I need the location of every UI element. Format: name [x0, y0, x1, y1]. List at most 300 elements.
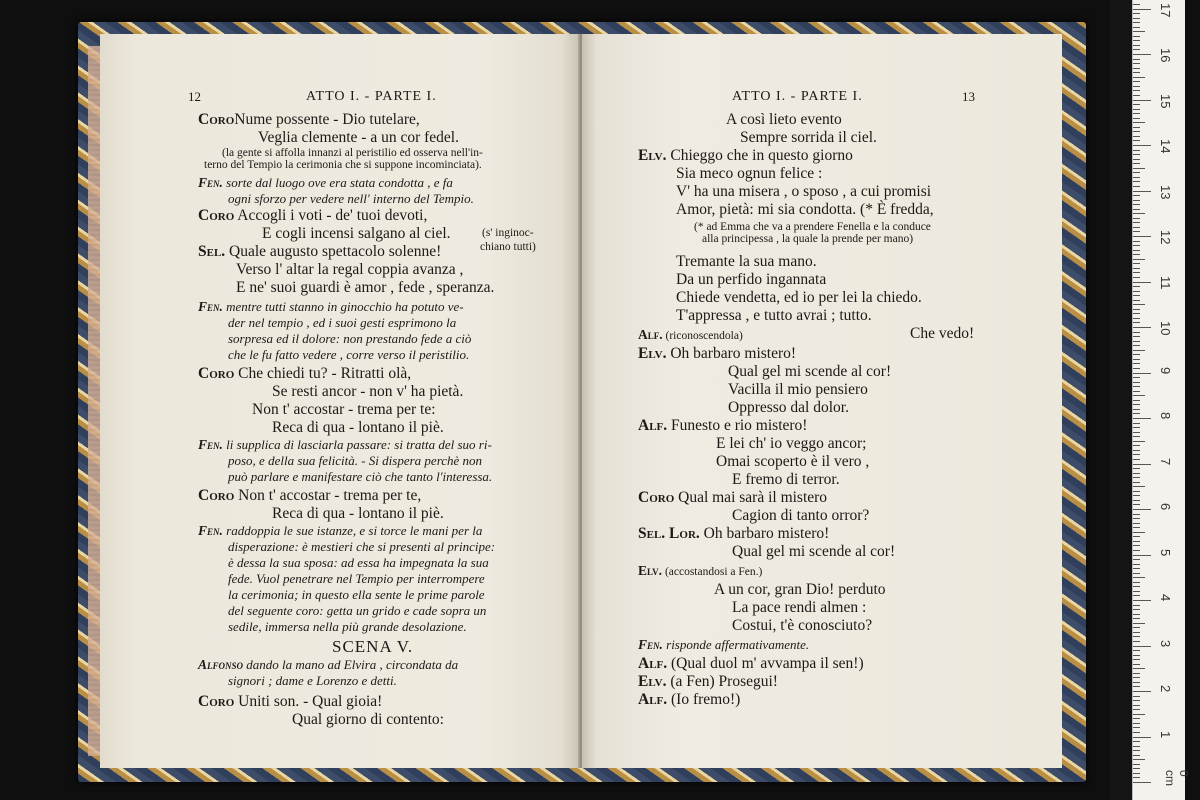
- line-text: Sempre sorrida il ciel.: [740, 129, 877, 146]
- text-line: [638, 418, 807, 434]
- left-page: [100, 34, 580, 768]
- line-text: Non t' accostar - trema per te,: [234, 487, 422, 504]
- line-text: A un cor, gran Dio! perduto: [714, 581, 886, 598]
- text-line: [740, 130, 877, 146]
- text-line: [482, 228, 534, 240]
- text-line: [638, 638, 809, 652]
- line-text: ogni sforzo per vedere nell' interno del Tempio.: [228, 191, 474, 206]
- ruler-tick: [1133, 514, 1140, 515]
- ruler-tick: [1133, 282, 1151, 283]
- ruler-tick: [1133, 59, 1140, 60]
- background-edge: [1110, 0, 1132, 800]
- ruler-number: 15: [1158, 93, 1173, 108]
- line-text: E cogli incensi salgano al ciel.: [262, 225, 451, 242]
- ruler-tick: [1133, 450, 1140, 451]
- ruler-tick: [1133, 345, 1140, 346]
- ruler-number: 7: [1158, 457, 1173, 465]
- line-text: la cerimonia; in questo ella sente le prime parole: [228, 587, 485, 602]
- ruler-tick: [1133, 259, 1145, 260]
- ruler-number: 11: [1158, 275, 1173, 289]
- measurement-ruler: [1132, 0, 1191, 800]
- text-line: [676, 184, 931, 200]
- ruler-tick: [1133, 45, 1140, 46]
- ruler-tick: [1133, 609, 1140, 610]
- line-text: Reca di qua - lontano il piè.: [272, 419, 444, 436]
- text-line: [728, 364, 891, 380]
- text-line: [228, 192, 474, 205]
- running-header: ATTO I. - PARTE I.: [306, 89, 437, 104]
- ruler-tick: [1133, 491, 1140, 492]
- ruler-tick: [1133, 286, 1140, 287]
- ruler-tick: [1133, 737, 1151, 738]
- speaker-name: Alf.: [638, 691, 668, 708]
- ruler-tick: [1133, 395, 1145, 396]
- ruler-tick: [1133, 231, 1140, 232]
- text-line: [694, 222, 931, 234]
- ruler-tick: [1133, 241, 1140, 242]
- text-line: [332, 638, 413, 655]
- ruler-tick: [1133, 509, 1151, 510]
- line-text: Nume possente - Dio tutelare,: [234, 111, 420, 128]
- text-line: [480, 242, 536, 254]
- text-line: [728, 382, 868, 398]
- speaker-name: Coro: [638, 489, 675, 506]
- ruler-tick: [1133, 404, 1140, 405]
- line-text: sorpresa ed il dolore: non prestando fede a ciò: [228, 331, 472, 346]
- line-text: Qual gel mi scende al cor!: [732, 543, 896, 560]
- text-line: [676, 254, 817, 270]
- line-text: signori ; dame e Lorenzo e detti.: [228, 673, 397, 688]
- ruler-tick: [1133, 72, 1140, 73]
- line-text: poso, e della sua felicità. - Si dispera perchè non: [228, 453, 483, 468]
- speaker-name: Fen.: [198, 437, 223, 452]
- ruler-number: 8: [1158, 412, 1173, 420]
- line-text: Uniti son. - Qual gioia!: [234, 693, 383, 710]
- ruler-number: 3: [1158, 639, 1173, 647]
- ruler-tick: [1133, 382, 1140, 383]
- line-text: Amor, pietà: mi sia condotta. (* È fredda,: [676, 201, 934, 218]
- speaker-name: Coro: [198, 487, 235, 504]
- ruler-tick: [1133, 755, 1140, 756]
- ruler-tick: [1133, 682, 1140, 683]
- ruler-tick: [1133, 263, 1140, 264]
- ruler-tick: [1133, 655, 1140, 656]
- line-text: fede. Vuol penetrare nel Tempio per interrompere: [228, 571, 485, 586]
- ruler-tick: [1133, 322, 1140, 323]
- speaker-name: Alf.: [638, 655, 668, 672]
- ruler-tick: [1133, 131, 1140, 132]
- ruler-tick: [1133, 605, 1140, 606]
- ruler-number: 14: [1158, 139, 1173, 154]
- ruler-tick: [1133, 582, 1140, 583]
- ruler-tick: [1133, 368, 1140, 369]
- ruler-tick: [1133, 468, 1140, 469]
- line-text: E fremo di terror.: [732, 471, 840, 488]
- ruler-tick: [1133, 727, 1140, 728]
- ruler-tick: [1133, 709, 1140, 710]
- ruler-tick: [1133, 204, 1140, 205]
- ruler-tick: [1133, 705, 1140, 706]
- text-line: [198, 694, 382, 710]
- line-text: (Qual duol m' avvampa il sen!): [667, 655, 864, 672]
- right-page: [582, 34, 1062, 768]
- speaker-name: Elv.: [638, 673, 667, 690]
- line-text: (la gente si affolla innanzi al peristilio ed osserva nell'in-: [222, 147, 483, 159]
- line-text: Qual giorno di contento:: [292, 711, 444, 728]
- ruler-number: 17: [1158, 2, 1173, 17]
- line-text: Che vedo!: [910, 325, 975, 342]
- line-text: (Io fremo!): [667, 691, 741, 708]
- ruler-tick: [1133, 423, 1140, 424]
- line-text: li supplica di lasciarla passare: si tratta del suo ri-: [222, 437, 492, 452]
- line-text: Accogli i voti - de' tuoi devoti,: [234, 207, 428, 224]
- line-text: può parlare e manifestare ciò che tanto l'interessa.: [228, 469, 493, 484]
- speaker-name: Alf.: [638, 417, 668, 434]
- ruler-tick: [1133, 163, 1140, 164]
- text-line: [272, 506, 444, 522]
- ruler-tick: [1133, 191, 1151, 192]
- ruler-tick: [1133, 714, 1145, 715]
- speaker-name: Fen.: [198, 299, 223, 314]
- line-text: Funesto e rio mistero!: [667, 417, 808, 434]
- ruler-tick: [1133, 477, 1140, 478]
- text-line: [272, 420, 444, 436]
- line-text: (s' inginoc-: [482, 227, 534, 239]
- text-line: [228, 674, 397, 687]
- ruler-tick: [1133, 427, 1140, 428]
- text-line: [198, 244, 441, 260]
- text-line: [228, 556, 489, 569]
- text-line: [702, 234, 913, 246]
- ruler-tick: [1133, 523, 1140, 524]
- text-line: [252, 402, 436, 418]
- ruler-tick: [1133, 49, 1140, 50]
- text-line: [198, 658, 458, 672]
- line-text: terno del Tempio la cerimonia che si suppone incominciata).: [204, 159, 482, 171]
- speaker-name: Sel. Lor.: [638, 525, 700, 542]
- line-text: risponde affermativamente.: [662, 637, 810, 652]
- line-text: alla principessa , la quale la prende per mano): [702, 233, 914, 245]
- text-line: [198, 438, 492, 452]
- line-text: sedile, immersa nella più grande desolazione.: [228, 619, 467, 634]
- ruler-tick: [1133, 9, 1151, 10]
- ruler-tick: [1133, 218, 1140, 219]
- ruler-number: 13: [1158, 184, 1173, 199]
- ruler-tick: [1133, 577, 1145, 578]
- speaker-name: Coro: [198, 365, 235, 382]
- line-text: sorte dal luogo ove era stata condotta , e fa: [222, 175, 453, 190]
- speaker-name: Fen.: [638, 637, 663, 652]
- ruler-tick: [1133, 36, 1140, 37]
- ruler-tick: [1133, 595, 1140, 596]
- ruler-tick: [1133, 309, 1140, 310]
- text-line: [272, 384, 463, 400]
- ruler-tick: [1133, 359, 1140, 360]
- line-text: Vacilla il mio pensiero: [728, 381, 868, 398]
- text-line: [228, 316, 456, 329]
- ruler-tick: [1133, 168, 1145, 169]
- text-line: [676, 166, 822, 182]
- ruler-tick: [1133, 550, 1140, 551]
- line-text: Da un perfido ingannata: [676, 271, 827, 288]
- ruler-tick: [1133, 272, 1140, 273]
- line-text: (riconoscendola): [662, 330, 743, 342]
- line-text: Tremante la sua mano.: [676, 253, 817, 270]
- text-line: [716, 436, 866, 452]
- text-line: [732, 508, 869, 524]
- ruler-tick: [1133, 718, 1140, 719]
- ruler-tick: [1133, 341, 1140, 342]
- ruler-tick: [1133, 646, 1151, 647]
- ruler-tick: [1133, 22, 1140, 23]
- ruler-tick: [1133, 518, 1140, 519]
- ruler-tick: [1133, 373, 1151, 374]
- text-line: [716, 454, 869, 470]
- text-line: [198, 300, 464, 314]
- ruler-tick: [1133, 618, 1140, 619]
- ruler-number: 5: [1158, 548, 1173, 556]
- ruler-tick: [1133, 691, 1151, 692]
- text-line: [910, 326, 974, 342]
- line-text: Se resti ancor - non v' ha pietà.: [272, 383, 464, 400]
- ruler-tick: [1133, 723, 1140, 724]
- ruler-tick: [1133, 136, 1140, 137]
- text-line: [732, 618, 872, 634]
- ruler-tick: [1133, 700, 1140, 701]
- ruler-tick: [1133, 63, 1140, 64]
- ruler-tick: [1133, 586, 1140, 587]
- ruler-tick: [1133, 746, 1140, 747]
- text-line: [676, 308, 872, 324]
- speaker-name: Fen.: [198, 523, 223, 538]
- speaker-name: Elv.: [638, 563, 663, 578]
- speaker-name: Alf.: [638, 327, 663, 342]
- ruler-tick: [1133, 90, 1140, 91]
- line-text: Qual gel mi scende al cor!: [728, 363, 892, 380]
- book-spread: [78, 22, 1086, 782]
- line-text: Quale augusto spettacolo solenne!: [225, 243, 442, 260]
- speaker-name: Fen.: [198, 175, 223, 190]
- ruler-tick: [1133, 77, 1145, 78]
- ruler-tick: [1133, 741, 1140, 742]
- line-text: Chieggo che in questo giorno: [666, 147, 853, 164]
- ruler-tick: [1133, 664, 1140, 665]
- ruler-tick: [1133, 318, 1140, 319]
- ruler-tick: [1133, 677, 1140, 678]
- text-line: [236, 280, 494, 296]
- ruler-tick: [1133, 113, 1140, 114]
- ruler-tick: [1133, 527, 1140, 528]
- ruler-tick: [1133, 213, 1145, 214]
- text-line: [638, 656, 864, 672]
- line-text: Costui, t'è conosciuto?: [732, 617, 873, 634]
- ruler-tick: [1133, 177, 1140, 178]
- text-line: [228, 470, 492, 483]
- text-line: [638, 692, 740, 708]
- ruler-tick: [1133, 782, 1151, 783]
- ruler-tick: [1133, 536, 1140, 537]
- text-line: [198, 524, 482, 538]
- ruler-tick: [1133, 541, 1140, 542]
- ruler-tick: [1133, 332, 1140, 333]
- ruler-tick: [1133, 145, 1151, 146]
- ruler-tick: [1133, 109, 1140, 110]
- text-line: [676, 202, 934, 218]
- ruler-number: 6: [1158, 503, 1173, 511]
- ruler-tick: [1133, 750, 1140, 751]
- line-text: Veglia clemente - a un cor fedel.: [258, 129, 459, 146]
- ruler-tick: [1133, 532, 1145, 533]
- text-line: [228, 454, 482, 467]
- speaker-name: Sel.: [198, 243, 226, 260]
- text-line: [228, 620, 467, 633]
- ruler-tick: [1133, 268, 1140, 269]
- ruler-tick: [1133, 200, 1140, 201]
- ruler-tick: [1133, 277, 1140, 278]
- ruler-number: 1: [1158, 730, 1173, 738]
- ruler-tick: [1133, 773, 1140, 774]
- ruler-tick: [1133, 300, 1140, 301]
- ruler-tick: [1133, 291, 1140, 292]
- ruler-tick: [1133, 245, 1140, 246]
- ruler-tick: [1133, 413, 1140, 414]
- ruler-tick: [1133, 495, 1140, 496]
- ruler-tick: [1133, 441, 1145, 442]
- ruler-tick: [1133, 236, 1151, 237]
- text-line: [228, 572, 485, 585]
- ruler-tick: [1133, 482, 1140, 483]
- line-text: (* ad Emma che va a prendere Fenella e la conduce: [694, 221, 931, 233]
- line-text: Chiede vendetta, ed io per lei la chiedo.: [676, 289, 922, 306]
- ruler-tick: [1133, 641, 1140, 642]
- ruler-tick: [1133, 777, 1140, 778]
- line-text: Oh barbaro mistero!: [666, 345, 797, 362]
- text-line: [198, 488, 421, 504]
- page-number: 12: [188, 89, 201, 104]
- text-line: [726, 112, 842, 128]
- ruler-tick: [1133, 614, 1140, 615]
- line-text: Oppresso dal dolor.: [728, 399, 849, 416]
- text-line: [198, 208, 427, 224]
- text-line: [262, 226, 451, 242]
- ruler-tick: [1133, 500, 1140, 501]
- page-number: 13: [962, 89, 975, 104]
- ruler-tick: [1133, 222, 1140, 223]
- text-line: [228, 540, 495, 553]
- line-text: E lei ch' io veggo ancor;: [716, 435, 867, 452]
- line-text: T'appressa , e tutto avrai ; tutto.: [676, 307, 872, 324]
- text-line: [638, 674, 778, 690]
- ruler-tick: [1133, 504, 1140, 505]
- ruler-tick: [1133, 304, 1145, 305]
- line-text: raddoppia le sue istanze, e si torce le mani per la: [222, 523, 483, 538]
- ruler-tick: [1133, 632, 1140, 633]
- line-text: A così lieto evento: [726, 111, 842, 128]
- ruler-tick: [1133, 4, 1140, 5]
- ruler-tick: [1133, 154, 1140, 155]
- page-edge-strip: [88, 46, 100, 756]
- line-text: mentre tutti stanno in ginocchio ha potuto ve-: [222, 299, 464, 314]
- ruler-tick: [1133, 27, 1140, 28]
- ruler-tick: [1133, 454, 1140, 455]
- ruler-tick: [1133, 473, 1140, 474]
- ruler-tick: [1133, 181, 1140, 182]
- line-text: Reca di qua - lontano il piè.: [272, 505, 444, 522]
- text-line: [638, 564, 762, 579]
- ruler-tick: [1133, 127, 1140, 128]
- text-line: [638, 328, 743, 343]
- line-text: Sia meco ognun felice :: [676, 165, 823, 182]
- ruler-tick: [1133, 140, 1140, 141]
- ruler-tick: [1133, 250, 1140, 251]
- text-line: [676, 272, 826, 288]
- text-line: [236, 262, 463, 278]
- ruler-tick: [1133, 18, 1140, 19]
- ruler-tick: [1133, 95, 1140, 96]
- line-text: V' ha una misera , o sposo , a cui promisi: [676, 183, 932, 200]
- text-line: [258, 130, 459, 146]
- ruler-tick: [1133, 400, 1140, 401]
- speaker-name: Coro: [198, 207, 235, 224]
- ruler-tick: [1133, 227, 1140, 228]
- ruler-tick: [1133, 354, 1140, 355]
- ruler-tick: [1133, 659, 1140, 660]
- ruler-number: 9: [1158, 366, 1173, 374]
- running-header: ATTO I. - PARTE I.: [732, 89, 863, 104]
- speaker-name: Elv.: [638, 147, 667, 164]
- speaker-name: Coro: [198, 693, 235, 710]
- ruler-tick: [1133, 623, 1145, 624]
- line-text: La pace rendi almen :: [732, 599, 867, 616]
- line-text: disperazione: è mestieri che si presenti al principe:: [228, 539, 496, 554]
- line-text: è dessa la sua sposa: ad essa ha impegnata la sua: [228, 555, 489, 570]
- ruler-tick: [1133, 732, 1140, 733]
- ruler-tick: [1133, 555, 1151, 556]
- line-text: chiano tutti): [480, 241, 536, 253]
- ruler-tick: [1133, 591, 1140, 592]
- text-line: [732, 472, 840, 488]
- text-line: [204, 160, 482, 172]
- ruler-tick: [1133, 668, 1145, 669]
- line-text: SCENA V.: [332, 637, 414, 656]
- text-line: [222, 148, 483, 160]
- ruler-tick: [1133, 336, 1140, 337]
- ruler-tick: [1133, 100, 1151, 101]
- ruler-tick: [1133, 195, 1140, 196]
- ruler-tick: [1133, 295, 1140, 296]
- line-text: Qual mai sarà il mistero: [674, 489, 828, 506]
- ruler-tick: [1133, 122, 1145, 123]
- line-text: del seguente coro: getta un grido e cade sopra un: [228, 603, 487, 618]
- ruler-tick: [1133, 313, 1140, 314]
- ruler-tick: [1133, 159, 1140, 160]
- ruler-number: 2: [1158, 685, 1173, 693]
- ruler-tick: [1133, 350, 1145, 351]
- text-line: [638, 346, 796, 362]
- ruler-tick: [1133, 86, 1140, 87]
- ruler-tick: [1133, 696, 1140, 697]
- text-line: [292, 712, 444, 728]
- ruler-tick: [1133, 68, 1140, 69]
- speaker-name: Elv.: [638, 345, 667, 362]
- text-line: [638, 490, 827, 506]
- ruler-tick: [1133, 650, 1140, 651]
- ruler-unit-label: 0 cm: [1163, 770, 1191, 786]
- ruler-number: 16: [1158, 48, 1173, 63]
- line-text: Omai scoperto è il vero ,: [716, 453, 870, 470]
- line-text: (accostandosi a Fen.): [662, 566, 763, 578]
- line-text: (a Fen) Prosegui!: [666, 673, 778, 690]
